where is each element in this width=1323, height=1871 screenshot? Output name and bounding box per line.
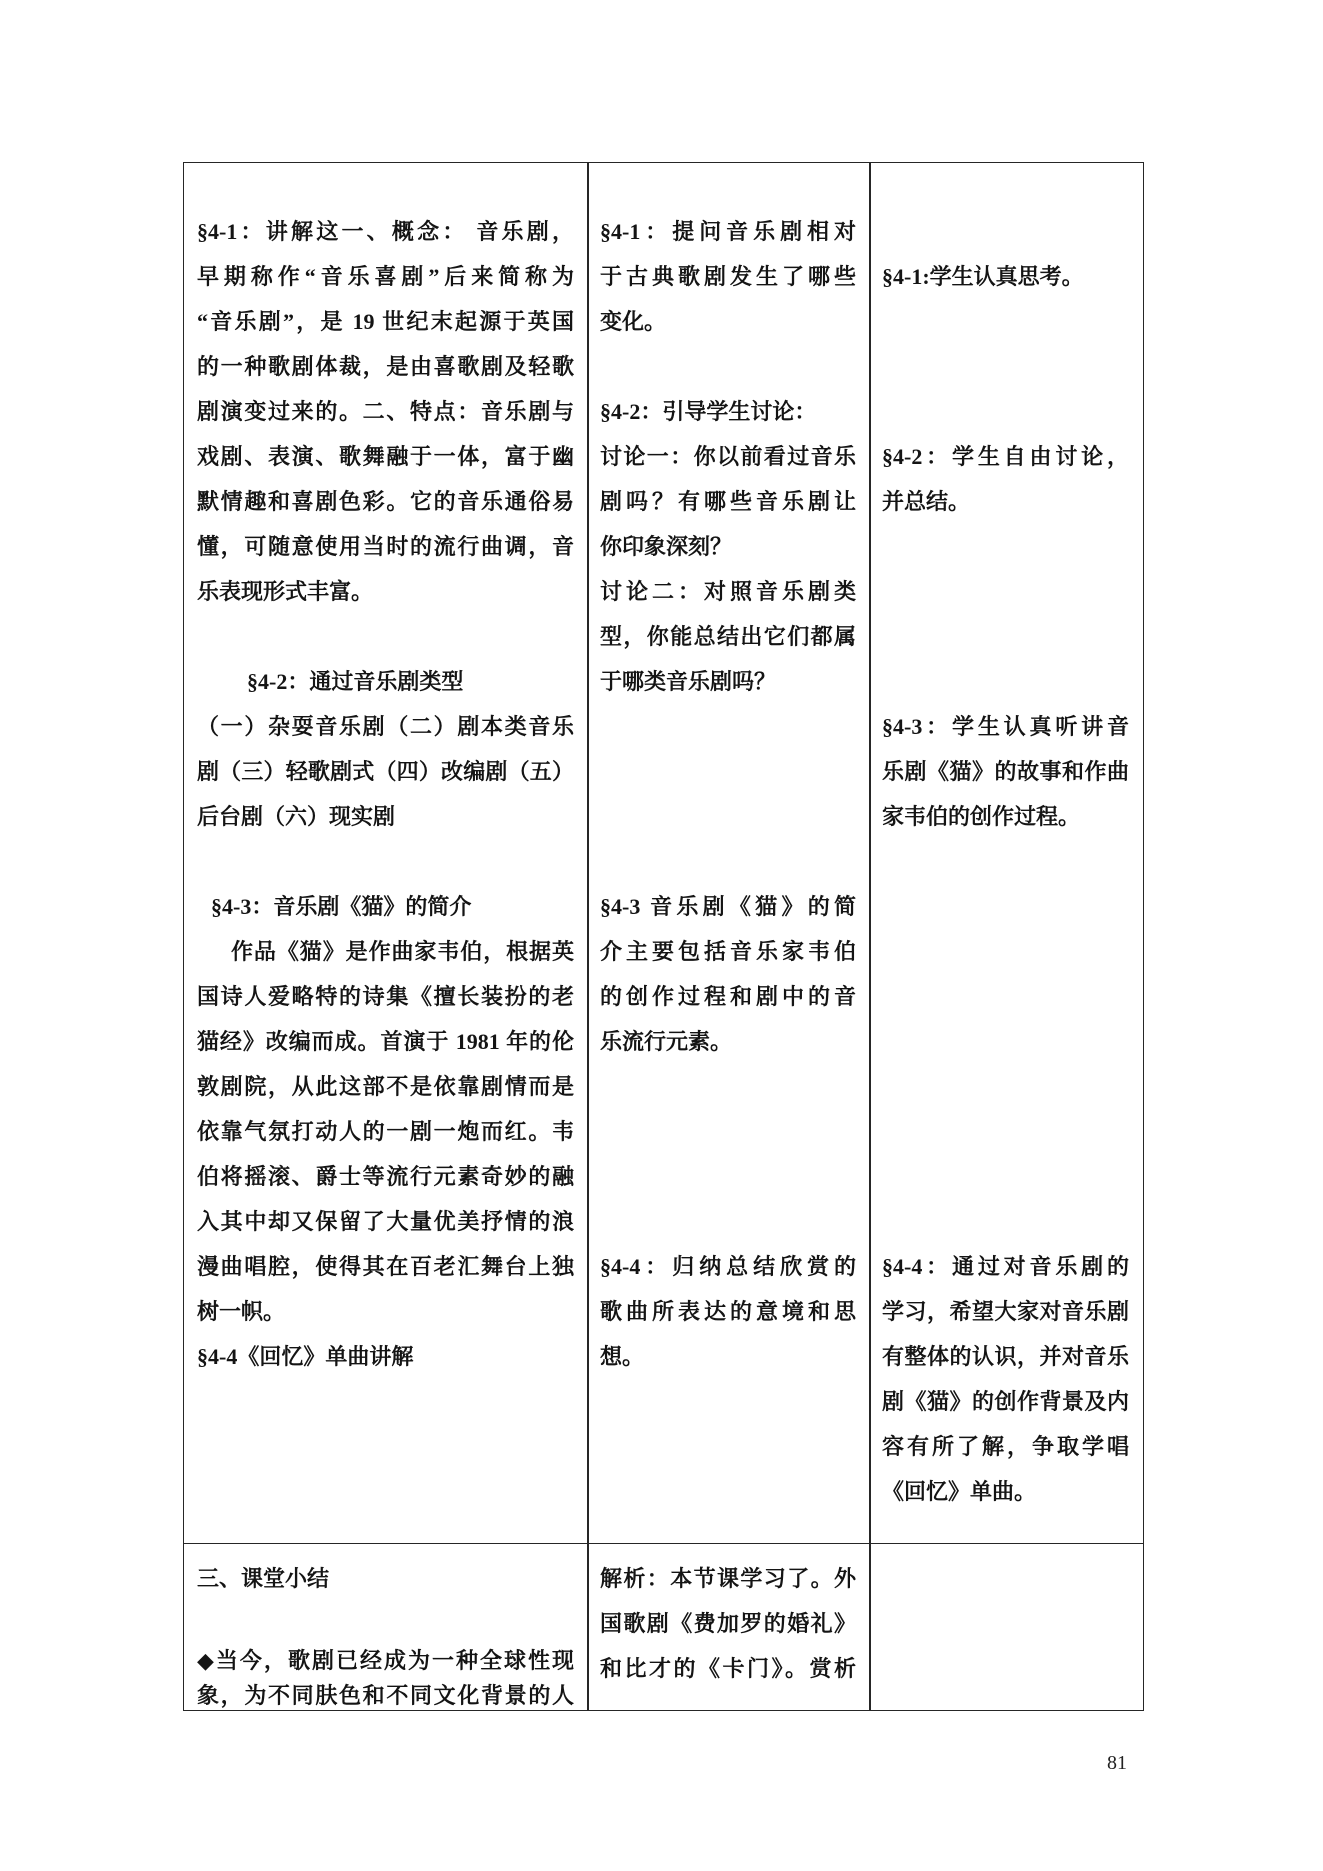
lecture-content-line: 乐表现形式丰富。 — [197, 579, 374, 604]
teaching-method-line: 想。 — [600, 1344, 645, 1369]
line-spacer — [600, 794, 856, 839]
lecture-content-line: 默情趣和喜剧色彩。它的音乐通俗易 — [197, 489, 574, 514]
lecture-content-line: 入其中却又保留了大量优美抒情的浪 — [197, 1209, 574, 1234]
empty-cell — [869, 1544, 1142, 1556]
student-activity-line: 容有所了解，争取学唱 — [882, 1434, 1129, 1459]
lecture-content-line: “音乐剧”，是 19 世纪末起源于英国 — [197, 309, 574, 334]
lecture-content-line: 作品《猫》是作曲家韦伯，根据英 — [231, 939, 574, 964]
line-spacer — [197, 839, 574, 884]
line-spacer — [600, 749, 856, 794]
teaching-method-line: 剧吗？有哪些音乐剧让 — [600, 489, 856, 514]
lecture-content-line: 依靠气氛打动人的一剧一炮而红。韦 — [197, 1119, 574, 1144]
teaching-method-line: §4-3 音乐剧《猫》的简 — [600, 894, 856, 919]
teaching-method-line: §4-4：归纳总结欣赏的 — [600, 1254, 856, 1279]
line-spacer — [600, 704, 856, 749]
summary-line: 象，为不同肤色和不同文化背景的人 — [197, 1683, 574, 1708]
line-spacer — [197, 614, 574, 659]
line-spacer — [600, 1109, 856, 1154]
line-spacer — [882, 614, 1129, 659]
lecture-content-line: 国诗人爱略特的诗集《擅长装扮的老 — [197, 984, 574, 1009]
teaching-method-line: 介主要包括音乐家韦伯 — [600, 939, 856, 964]
student-activity-line: §4-2：学生自由讨论， — [882, 444, 1129, 469]
summary-paragraph — [197, 1643, 574, 1713]
lecture-content-line: §4-2：通过音乐剧类型 — [247, 669, 464, 694]
teaching-method-line: 于古典歌剧发生了哪些 — [600, 264, 856, 289]
section-heading: 三、课堂小结 — [197, 1566, 330, 1591]
student-activity-cell — [869, 163, 1142, 1542]
lecture-content-line: §4-4《回忆》单曲讲解 — [197, 1344, 414, 1369]
line-spacer — [600, 344, 856, 389]
lecture-content-line: 后台剧（六）现实剧 — [197, 804, 396, 829]
student-activity-line: §4-1:学生认真思考。 — [882, 264, 1084, 289]
line-spacer — [882, 1064, 1129, 1109]
student-activity-line: 有整体的认识，并对音乐 — [882, 1344, 1129, 1369]
lecture-content-line: （一）杂耍音乐剧（二）剧本类音乐 — [197, 714, 574, 739]
line-spacer — [882, 1109, 1129, 1154]
line-spacer — [600, 1064, 856, 1109]
teaching-method-line: 变化。 — [600, 309, 667, 334]
line-spacer — [882, 974, 1129, 1019]
line-spacer — [600, 1154, 856, 1199]
student-activity-line: §4-3：学生认真听讲音 — [882, 714, 1129, 739]
teaching-method-line: 讨论一：你以前看过音乐 — [600, 444, 856, 469]
line-spacer — [882, 209, 1129, 254]
student-activity-line: 乐剧《猫》的故事和作曲 — [882, 759, 1129, 784]
lecture-content-line: 漫曲唱腔，使得其在百老汇舞台上独 — [197, 1254, 574, 1279]
line-spacer — [882, 659, 1129, 704]
teaching-method-line: 讨论二：对照音乐剧类 — [600, 579, 856, 604]
student-activity-line: 《回忆》单曲。 — [882, 1479, 1037, 1504]
analysis-line: 和比才的《卡门》。赏析 — [600, 1656, 856, 1681]
lecture-content-line: §4-3：音乐剧《猫》的简介 — [211, 894, 472, 919]
lecture-content-line: 敦剧院，从此这部不是依靠剧情而是 — [197, 1074, 574, 1099]
line-spacer — [882, 389, 1129, 434]
lecture-content-line: 的一种歌剧体裁，是由喜歌剧及轻歌 — [197, 354, 574, 379]
teaching-method-line: 乐流行元素。 — [600, 1029, 733, 1054]
lecture-content-line: 早期称作“音乐喜剧”后来简称为 — [197, 264, 574, 289]
lecture-content-line: 剧演变过来的。二、特点：音乐剧与 — [197, 399, 574, 424]
lecture-content-cell — [184, 163, 587, 1542]
analysis-cell — [587, 1544, 869, 1691]
teaching-method-line: §4-1：提问音乐剧相对 — [600, 219, 856, 244]
teaching-method-line: §4-2：引导学生讨论： — [600, 399, 817, 424]
analysis-line: 国歌剧《费加罗的婚礼》 — [600, 1611, 856, 1636]
lecture-content-line: 猫经》改编而成。首演于 1981 年的伦 — [197, 1029, 574, 1054]
lecture-content-line: 懂，可随意使用当时的流行曲调，音 — [197, 534, 574, 559]
teaching-method-line: 歌曲所表达的意境和思 — [600, 1299, 856, 1324]
teaching-method-line: 于哪类音乐剧吗？ — [600, 669, 777, 694]
summary-line: ◆当今，歌剧已经成为一种全球性现 — [197, 1648, 574, 1673]
line-spacer — [600, 839, 856, 884]
lecture-content-line: 戏剧、表演、歌舞融于一体，富于幽 — [197, 444, 574, 469]
student-activity-line: §4-4：通过对音乐剧的 — [882, 1254, 1129, 1279]
lecture-content-line: 伯将摇滚、爵士等流行元素奇妙的融 — [197, 1164, 574, 1189]
teaching-method-line: 型，你能总结出它们都属 — [600, 624, 856, 649]
line-spacer — [882, 884, 1129, 929]
teaching-method-cell — [587, 163, 869, 1542]
student-activity-line: 剧《猫》的创作背景及内 — [882, 1389, 1129, 1414]
line-spacer — [882, 299, 1129, 344]
lecture-content-line: §4-1：讲解这一、概念： 音乐剧， — [197, 219, 574, 244]
line-spacer — [882, 929, 1129, 974]
teaching-method-line: 你印象深刻？ — [600, 534, 733, 559]
line-spacer — [600, 1199, 856, 1244]
line-spacer — [882, 839, 1129, 884]
line-spacer — [882, 344, 1129, 389]
line-spacer — [882, 524, 1129, 569]
student-activity-line: 并总结。 — [882, 489, 971, 514]
line-spacer — [882, 1199, 1129, 1244]
lecture-content-line: 剧（三）轻歌剧式（四）改编剧（五） — [197, 759, 574, 784]
student-activity-line: 家韦伯的创作过程。 — [882, 804, 1081, 829]
page-number: 81 — [1107, 1752, 1127, 1774]
summary-cell — [184, 1544, 587, 1713]
lesson-plan-table — [183, 162, 1144, 1711]
teaching-method-line: 的创作过程和剧中的音 — [600, 984, 856, 1009]
line-spacer — [882, 569, 1129, 614]
line-spacer — [882, 1154, 1129, 1199]
lecture-content-line: 树一帜。 — [197, 1299, 286, 1324]
student-activity-line: 学习，希望大家对音乐剧 — [882, 1299, 1129, 1324]
line-spacer — [882, 1019, 1129, 1064]
analysis-line: 解析：本节课学习了。外 — [600, 1566, 856, 1591]
